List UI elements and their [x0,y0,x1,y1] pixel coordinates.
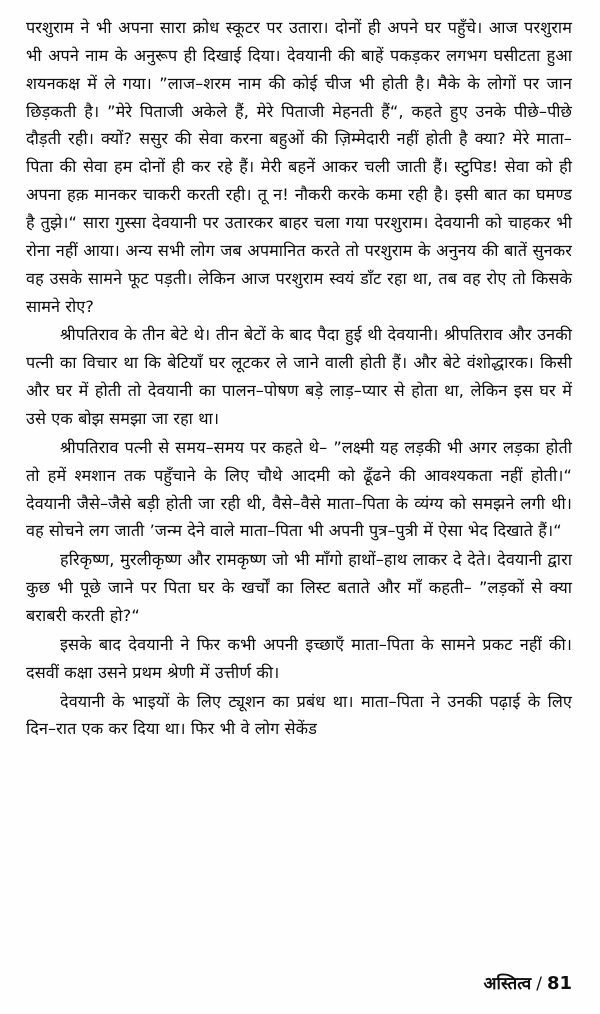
footer-separator: / [536,974,542,994]
paragraph-3: श्रीपतिराव पत्नी से समय–समय पर कहते थे– ”लक्ष्मी यह लड़की भी अगर लड़का होती तो हमें श्मशान तक पहुँचाने के लिए चौथे आदमी को ढूँढने की आवश्यकता नहीं होती।“ देवयानी जैसे–जैसे बड़ी होती जा रही थी, वैसे–वैसे माता–पिता के व्यंग्य को समझने लगी थी। वह सोचने लग जाती ’जन्म देने वाले माता–पिता भी अपनी पुत्र–पुत्री में ऐसा भेद दिखाते हैं।“ [26,437,572,541]
paragraph-6: देवयानी के भाइयों के लिए ट्यूशन का प्रबंध था। माता–पिता ने उनकी पढ़ाई के लिए दिन–रात एक कर दिया था। फिर भी वे लोग सेकेंड [26,691,572,739]
page-number: 81 [546,973,572,994]
page-body [26,14,572,743]
paragraph-2: श्रीपतिराव के तीन बेटे थे। तीन बेटों के बाद पैदा हुई थी देवयानी। श्रीपतिराव और उनकी पत्नी का विचार था कि बेटियाँ घर लूटकर ले जाने वाली होती हैं। और बेटे वंशोद्धारक। किसी और घर में होती तो देवयानी का पालन–पोषण बड़े लाड़–प्यार से होता था, लेकिन इस घर में उसे एक बोझ समझा जा रहा था। [26,325,572,429]
paragraph-1: परशुराम ने भी अपना सारा क्रोध स्कूटर पर उतारा। दोनों ही अपने घर पहुँचे। आज परशुराम भी अपने नाम के अनुरूप ही दिखाई दिया। देवयानी की बाहें पकड़कर लगभग घसीटता हुआ शयनकक्ष में ले गया। ”लाज–शरम नाम की कोई चीज भी होती है। मैके के लोगों पर जान छिड़कती है। ”मेरे पिताजी अकेले हैं, मेरे पिताजी मेहनती हैं“, कहते हुए उनके पीछे–पीछे दौड़ती रही। क्यों? ससुर की सेवा करना बहुओं की ज़िम्मेदारी नहीं होती है क्या? मेरे माता–पिता की सेवा हम दोनों ही कर रहे हैं। मेरी बहनें आकर चली जाती हैं। स्टुपिड! सेवा को ही अपना हक़ मानकर चाकरी करती रही। तू न! नौकरी करके कमा रही है। इसी बात का घमण्ड है तुझे।“ सारा गुस्सा देवयानी पर उतारकर बाहर चला गया परशुराम। देवयानी को चाहकर भी रोना नहीं आया। अन्य सभी लोग जब अपमानित करते तो परशुराम के अनुनय की बातें सुनकर वह उसके सामने फूट पड़ती। लेकिन आज परशुराम स्वयं डाँट रहा था, तब वह रोए तो किसके सामने रोए? [26,18,572,316]
paragraph-5: इसके बाद देवयानी ने फिर कभी अपनी इच्छाएँ माता–पिता के सामने प्रकट नहीं की। दसवीं कक्षा उसने प्रथम श्रेणी में उत्तीर्ण की। [26,634,572,682]
book-title: अस्तित्व [483,974,532,994]
paragraph-4: हरिकृष्ण, मुरलीकृष्ण और रामकृष्ण जो भी माँगो हाथों–हाथ लाकर दे देते। देवयानी द्वारा कुछ भी पूछे जाने पर पिता घर के खर्चों का लिस्ट बताते और माँ कहती– ”लड़कों से क्या बराबरी करती हो?“ [26,550,572,626]
page-footer [484,971,572,994]
